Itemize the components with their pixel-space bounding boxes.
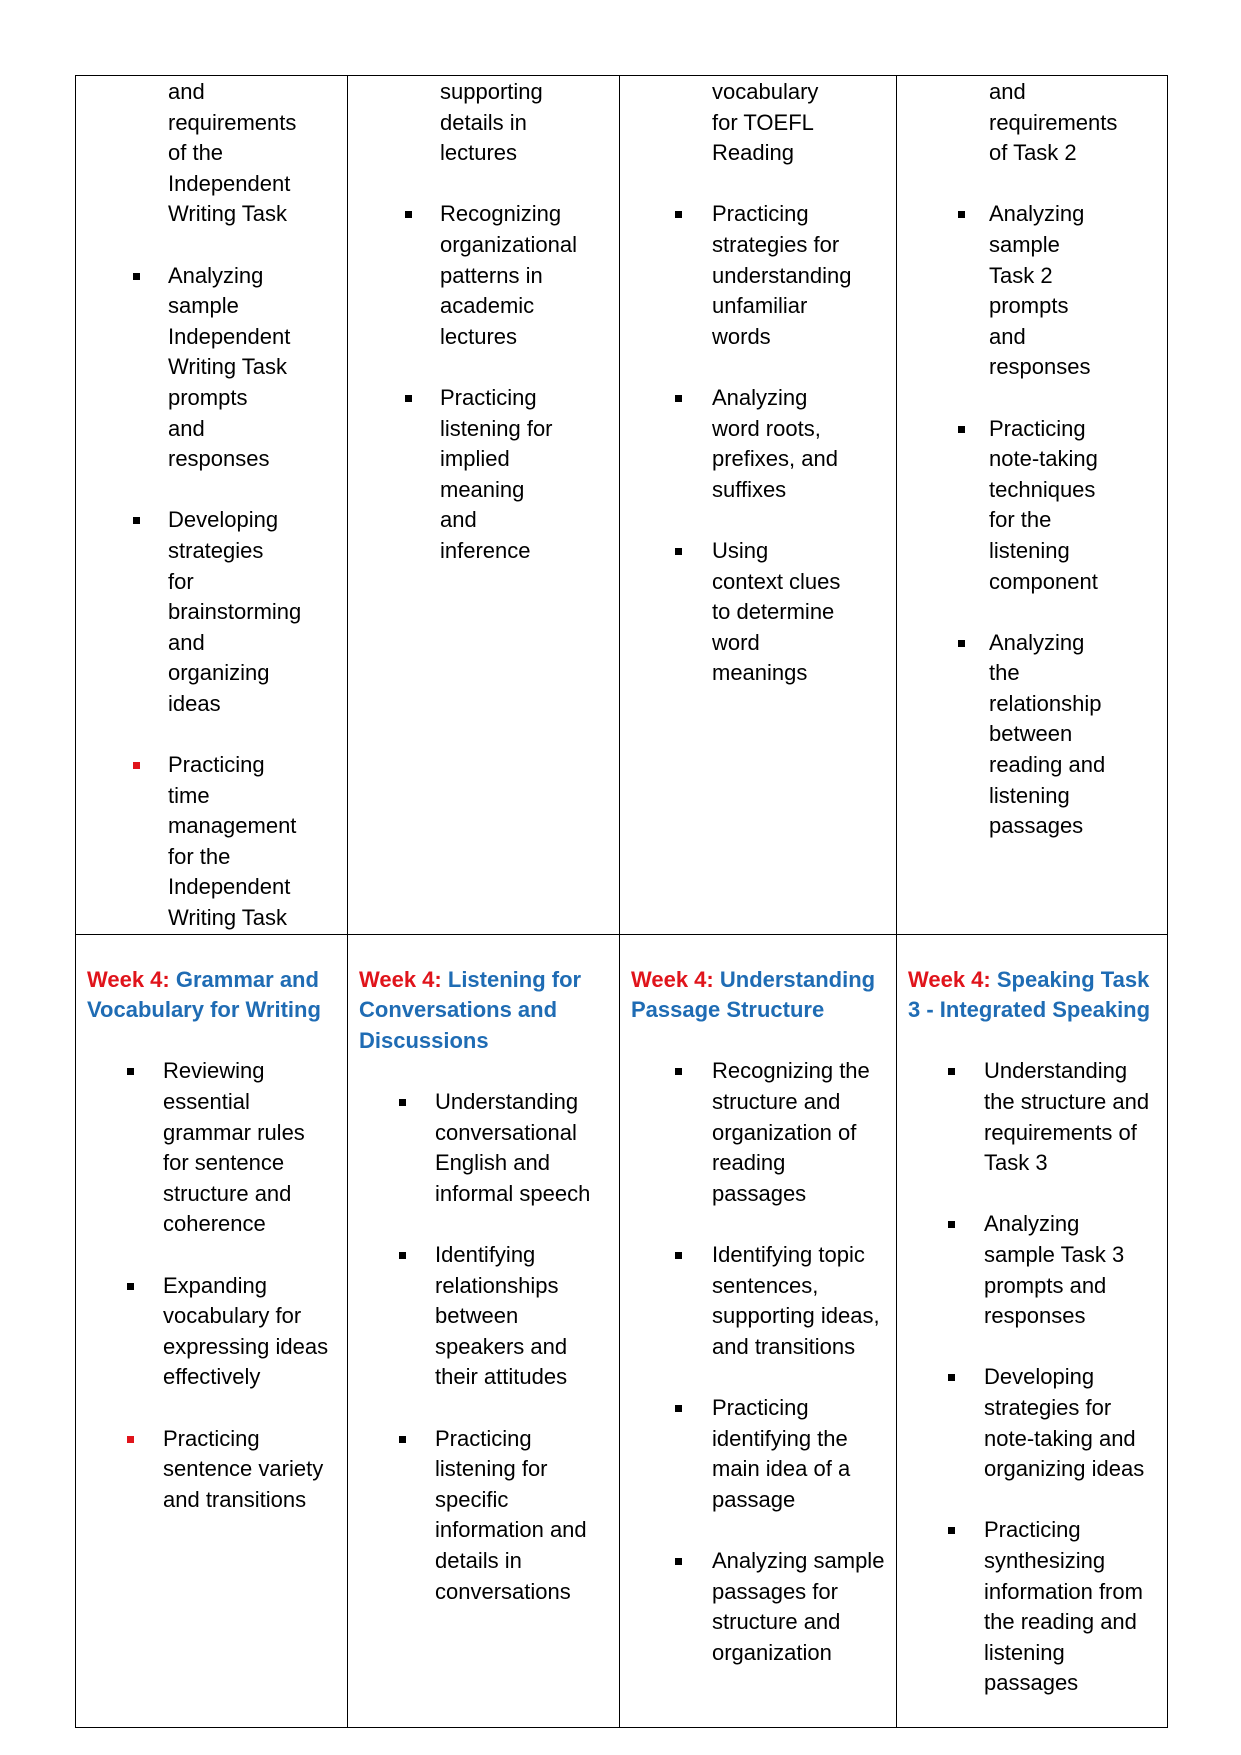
- week-title: Grammar and Vocabulary for Writing: [87, 966, 321, 1023]
- week-label: Week 4:: [359, 966, 442, 992]
- week-title: Listening for Conversations and Discussions: [359, 966, 582, 1053]
- list-item-text: Analyzing word roots, prefixes, and suffixes: [712, 384, 838, 502]
- list-item-text: Developing strategies for brainstorming and organizing ideas: [168, 507, 302, 716]
- list-item: [87, 1271, 336, 1393]
- list-item-text: Understanding conversational English and informal speech: [435, 1089, 591, 1206]
- list-item: [87, 261, 291, 475]
- list-item-text: Reviewing essential grammar rules for sentence structure and coherence: [163, 1058, 305, 1237]
- list-item-text: Understanding the structure and requirements of Task 3: [984, 1058, 1150, 1176]
- bullet-icon: [948, 1374, 955, 1381]
- list-item-text: Practicing note-taking techniques for the listening component: [989, 415, 1098, 594]
- bullet-list: [631, 1056, 885, 1668]
- bullet-icon: [948, 1068, 955, 1075]
- list-item-text: Practicing listening for implied meaning and inference: [440, 384, 553, 563]
- list-item: [631, 536, 841, 689]
- bullet-list: [359, 199, 577, 566]
- bullet-icon: [405, 395, 412, 402]
- cell-content: [620, 935, 896, 1669]
- bullet-icon: [675, 1558, 682, 1565]
- continuation-text: and requirements of Task 2: [989, 79, 1118, 166]
- week-heading: [87, 965, 336, 1026]
- table-cell: [897, 76, 1168, 935]
- bullet-icon: [399, 1099, 406, 1106]
- list-item: [631, 383, 841, 505]
- bullet-icon: [675, 1405, 682, 1412]
- list-item-text: Analyzing sample Task 3 prompts and responses: [984, 1211, 1125, 1329]
- list-item: [359, 1240, 608, 1393]
- bullet-icon: [127, 1436, 134, 1443]
- continuation-text: and requirements of the Independent Writing Task: [168, 79, 297, 227]
- bullet-icon: [675, 211, 682, 218]
- list-item-text: Practicing strategies for understanding unfamiliar words: [712, 201, 852, 349]
- list-item-text: Analyzing sample passages for structure and organization: [712, 1547, 885, 1665]
- list-item: [908, 1362, 1156, 1484]
- cell-content: [348, 935, 619, 1607]
- table-row: [76, 934, 1168, 1727]
- table-row: [76, 76, 1168, 935]
- list-item: [908, 1515, 1156, 1699]
- table-cell: [76, 934, 348, 1727]
- bullet-icon: [958, 211, 965, 218]
- list-item: [908, 199, 1108, 383]
- list-item: [359, 1087, 608, 1209]
- list-item-text: Analyzing sample Task 2 prompts and responses: [989, 201, 1091, 380]
- cell-content: [620, 76, 852, 689]
- table-cell: [348, 934, 620, 1727]
- bullet-icon: [399, 1436, 406, 1443]
- bullet-icon: [127, 1068, 134, 1075]
- bullet-icon: [675, 548, 682, 555]
- table-cell: [76, 76, 348, 935]
- table-cell: [620, 934, 897, 1727]
- cell-content: [76, 935, 347, 1516]
- week-label: Week 4:: [87, 966, 170, 992]
- list-item: [87, 1424, 336, 1516]
- list-item-text: Recognizing the structure and organization of reading passages: [712, 1058, 870, 1206]
- list-item-text: Recognizing organizational patterns in academic lectures: [440, 201, 577, 349]
- bullet-icon: [675, 1252, 682, 1259]
- list-item: [87, 750, 297, 934]
- bullet-list: [87, 1056, 336, 1515]
- list-item-text: Identifying topic sentences, supporting ideas, and transitions: [712, 1241, 880, 1359]
- continuation-text: vocabulary for TOEFL Reading: [712, 79, 819, 166]
- list-item: [631, 1056, 885, 1209]
- week-heading: [631, 965, 885, 1026]
- list-item-text: Practicing time management for the Independent Writing Task: [168, 752, 297, 931]
- list-item: [908, 628, 1108, 842]
- week-title: Speaking Task 3 - Integrated Speaking: [908, 966, 1151, 1023]
- list-item-text: Practicing synthesizing information from the reading and listening passages: [984, 1517, 1143, 1696]
- list-item: [908, 1056, 1156, 1178]
- list-item-text: Practicing listening for specific information and details in conversations: [435, 1425, 587, 1604]
- list-item: [631, 199, 852, 352]
- bullet-icon: [675, 1068, 682, 1075]
- cell-content: [76, 76, 302, 934]
- list-item: [631, 1240, 885, 1362]
- syllabus-table: [75, 75, 1168, 1728]
- list-item: [908, 414, 1108, 598]
- list-item-text: Using context clues to determine word meanings: [712, 537, 841, 686]
- week-heading: [908, 965, 1156, 1026]
- bullet-list: [908, 1056, 1156, 1698]
- cell-content: [348, 76, 577, 567]
- bullet-list: [908, 199, 1108, 841]
- list-item-text: Practicing identifying the main idea of a passage: [712, 1394, 851, 1512]
- list-item-text: Practicing sentence variety and transitions: [163, 1425, 324, 1512]
- list-item: [631, 1546, 885, 1668]
- list-item: [631, 1393, 885, 1515]
- list-item: [908, 1209, 1156, 1331]
- cell-content: [897, 76, 1118, 842]
- list-item-text: Identifying relationships between speakers and their attitudes: [435, 1241, 568, 1390]
- bullet-icon: [675, 395, 682, 402]
- bullet-icon: [948, 1221, 955, 1228]
- list-item-text: Analyzing the relationship between reading and listening passages: [989, 629, 1106, 839]
- list-item: [359, 199, 577, 352]
- list-item: [87, 505, 302, 719]
- table-cell: [620, 76, 897, 935]
- week-label: Week 4:: [631, 966, 714, 992]
- week-label: Week 4:: [908, 966, 991, 992]
- bullet-list: [87, 261, 302, 934]
- week-heading: [359, 965, 608, 1057]
- list-item: [87, 1056, 336, 1240]
- list-item: [359, 383, 559, 567]
- bullet-icon: [133, 517, 140, 524]
- bullet-icon: [958, 640, 965, 647]
- bullet-icon: [399, 1252, 406, 1259]
- week-title: Understanding Passage Structure: [631, 966, 876, 1023]
- list-item-text: Developing strategies for note-taking and organizing ideas: [984, 1364, 1145, 1482]
- bullet-icon: [127, 1283, 134, 1290]
- bullet-list: [631, 199, 852, 689]
- bullet-icon: [133, 273, 140, 280]
- bullet-icon: [958, 426, 965, 433]
- list-item-text: Expanding vocabulary for expressing ideas effectively: [163, 1272, 329, 1390]
- continuation-text: supporting details in lectures: [440, 79, 543, 166]
- bullet-icon: [405, 211, 412, 218]
- bullet-list: [359, 1087, 608, 1607]
- list-item: [359, 1424, 608, 1608]
- cell-content: [897, 935, 1167, 1699]
- list-item-text: Analyzing sample Independent Writing Task prompts and responses: [168, 262, 291, 472]
- table-cell: [897, 934, 1168, 1727]
- bullet-icon: [948, 1527, 955, 1534]
- table-cell: [348, 76, 620, 935]
- bullet-icon: [133, 762, 140, 769]
